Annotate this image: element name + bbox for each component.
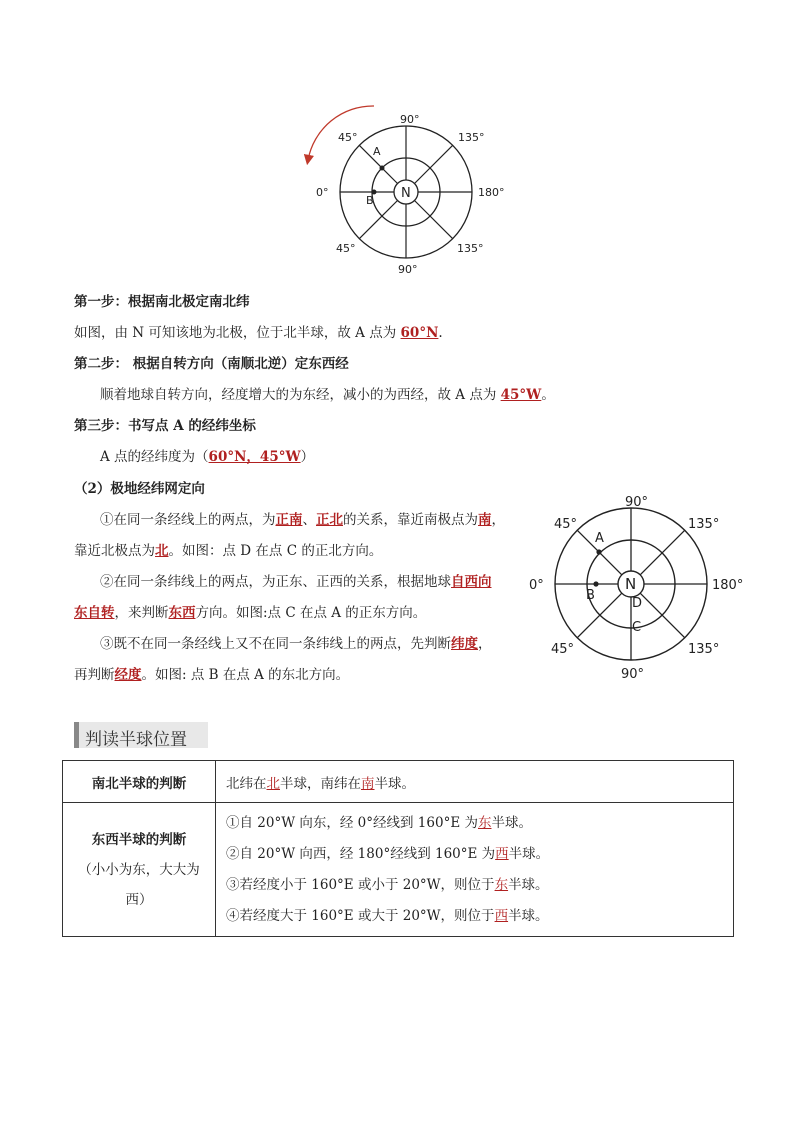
step2-text-post: 。	[541, 387, 555, 403]
label-left: 0°	[316, 186, 329, 199]
step2-text	[100, 383, 555, 403]
point-b-dot	[593, 581, 598, 586]
hemisphere-table	[62, 760, 734, 937]
step3-text-pre: A 点的经纬度为（	[100, 449, 209, 465]
polar-p2-line2	[74, 601, 426, 621]
label-top: 90°	[400, 113, 420, 126]
text: ②在同一条纬线上的两点，为正东、正西的关系，根据地球	[100, 574, 451, 590]
hl-bei: 北	[155, 543, 169, 559]
text: 方向。如图:点 C 在点 A 的正东方向。	[195, 605, 427, 621]
row1-content	[216, 761, 734, 803]
step1-text	[74, 321, 443, 341]
polar-diagram-1	[296, 102, 506, 282]
row2-label-line2: （小小为东，大大为	[78, 861, 200, 878]
row2-line	[226, 839, 732, 870]
polar-p1-line2	[74, 539, 382, 559]
label-d: D	[632, 596, 643, 611]
text: ，	[491, 512, 505, 528]
label-right: 180°	[478, 186, 505, 199]
label-right: 180°	[712, 578, 744, 593]
polar-p3-line1	[100, 632, 492, 652]
step2-answer: 45°W	[500, 387, 542, 403]
text: ①自 20°W 向东，经 0°经线到 160°E 为	[226, 814, 478, 831]
text: 靠近北极点为	[74, 543, 155, 559]
label-b: B	[586, 588, 595, 603]
hl-nan: 南	[361, 775, 375, 792]
text: ①在同一条经线上的两点，为	[100, 512, 276, 528]
step2-text-pre: 顺着地球自转方向，经度增大的为东经，减小的为西经，故 A 点为	[100, 387, 501, 403]
hl-zhengbei: 正北	[316, 512, 343, 528]
label-bottom: 90°	[621, 667, 645, 682]
step1-text-pre: 如图，由 N 可知该地为北极，位于北半球，故 A 点为	[74, 325, 401, 341]
text: ，来判断	[114, 605, 169, 621]
row2-line	[226, 808, 732, 839]
row1-label: 南北半球的判断	[63, 761, 216, 803]
polar-p1-line1	[100, 508, 505, 528]
label-bottom-left: 45°	[336, 242, 356, 255]
text: 。如图: 点 B 在点 A 的东北方向。	[141, 667, 350, 683]
label-b: B	[366, 194, 374, 207]
text: 半球。	[491, 814, 532, 831]
text: 、	[302, 512, 316, 528]
point-a-dot	[380, 166, 385, 171]
point-a-dot	[596, 549, 601, 554]
polar-p3-line2	[74, 663, 349, 683]
text: 半球。	[508, 845, 550, 862]
polar-p2-line1	[100, 570, 492, 590]
step3-text-post: ）	[300, 449, 315, 465]
text: 再判断	[74, 667, 115, 683]
table-row	[63, 761, 734, 803]
label-center: N	[401, 186, 411, 201]
hl-weidu: 纬度	[451, 636, 478, 652]
step3-text	[100, 445, 314, 465]
row2-line	[226, 870, 732, 901]
label-bottom: 90°	[398, 263, 418, 276]
text: 半球。	[374, 775, 415, 792]
hl-dongzizhuan: 东自转	[74, 605, 115, 621]
row2-label-line1: 东西半球的判断	[91, 831, 187, 848]
label-bottom-left: 45°	[551, 642, 575, 657]
hl-jingdu: 经度	[114, 667, 142, 683]
hl-bei: 北	[266, 775, 280, 792]
label-a: A	[595, 531, 604, 546]
text: ③既不在同一条经线上又不在同一条纬线上的两点，先判断	[100, 636, 451, 652]
text: 北纬在	[226, 775, 267, 792]
text: ②自 20°W 向西，经 180°经线到 160°E 为	[226, 845, 496, 862]
hl-zixixiang: 自西向	[451, 574, 492, 590]
section-title: 判读半球位置	[85, 730, 187, 750]
text: ③若经度小于 160°E 或小于 20°W，则位于	[226, 876, 495, 893]
label-c: C	[632, 620, 642, 635]
label-top-left: 45°	[338, 131, 358, 144]
label-top-right: 135°	[458, 131, 485, 144]
polar-heading: （2）极地经纬网定向	[74, 481, 205, 497]
step3-title: 第三步：书写点 A 的经纬坐标	[74, 418, 256, 434]
text: ，	[478, 636, 492, 652]
step1-text-post: .	[438, 325, 443, 341]
row2-content	[216, 803, 734, 937]
label-bottom-right: 135°	[688, 642, 720, 657]
row2-label-line3: 西）	[125, 891, 153, 908]
label-center: N	[625, 575, 637, 593]
row2-line	[226, 901, 732, 932]
step2-title: 第二步： 根据自转方向（南顺北逆）定东西经	[74, 356, 349, 372]
text: 半球，南纬在	[280, 775, 361, 792]
step3-answer: 60°N，45°W	[208, 449, 301, 465]
label-a: A	[373, 145, 381, 158]
row2-label	[63, 803, 216, 937]
text: 半球。	[508, 907, 549, 924]
hl-nan: 南	[478, 512, 492, 528]
table-row	[63, 803, 734, 937]
hl-xi: 西	[495, 845, 509, 862]
text: 。如图：点 D 在点 C 的正北方向。	[168, 543, 383, 559]
text: 的关系，靠近南极点为	[343, 512, 478, 528]
label-top: 90°	[625, 495, 649, 510]
label-top-right: 135°	[688, 517, 720, 532]
step1-answer: 60°N	[400, 325, 439, 341]
polar-diagram-2	[524, 490, 754, 682]
hl-xi: 西	[494, 907, 509, 924]
label-top-left: 45°	[554, 517, 578, 532]
text: ④若经度大于 160°E 或大于 20°W，则位于	[226, 907, 495, 924]
label-bottom-right: 135°	[457, 242, 484, 255]
hl-dongxi: 东西	[168, 605, 196, 621]
hl-zhengnan: 正南	[275, 512, 303, 528]
hl-dong: 东	[477, 814, 492, 831]
step1-title: 第一步：根据南北极定南北纬	[74, 294, 250, 310]
text: 半球。	[508, 876, 549, 893]
label-left: 0°	[529, 578, 544, 593]
hl-dong: 东	[494, 876, 509, 893]
